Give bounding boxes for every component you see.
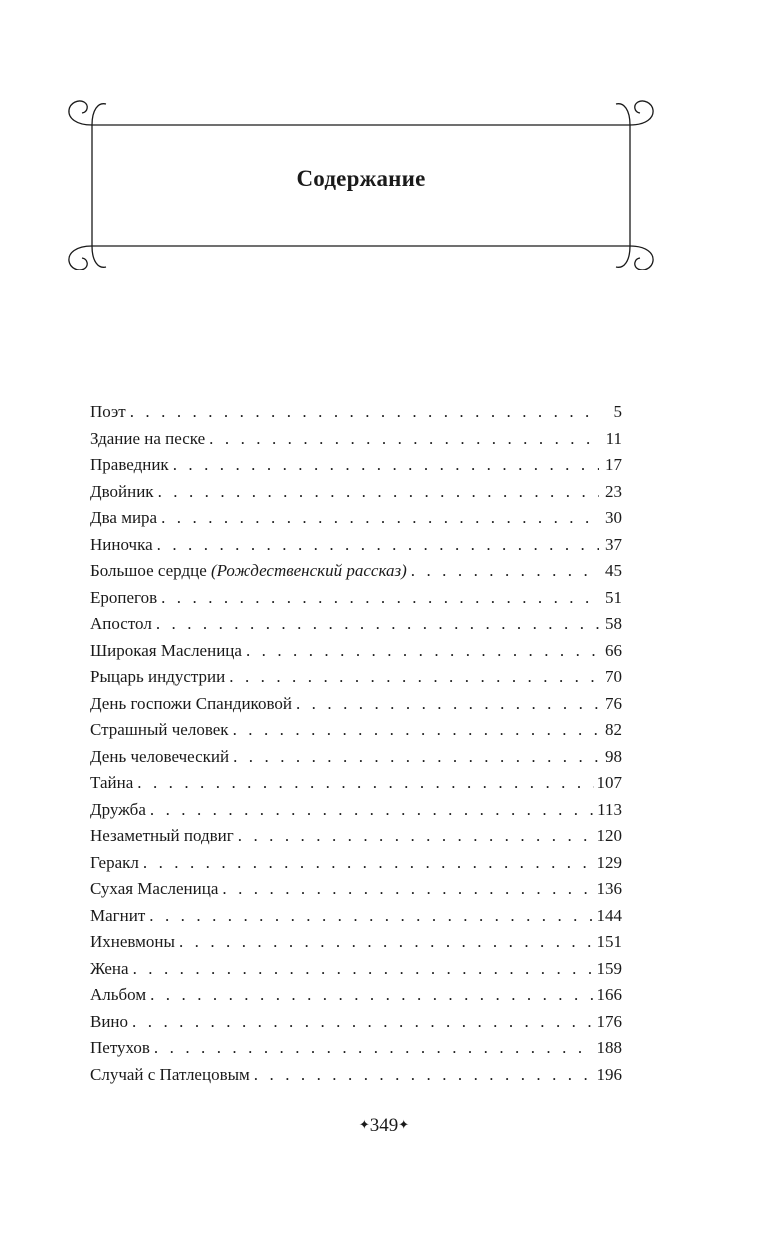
toc-dot-leader (130, 399, 599, 426)
toc-entry-title (90, 903, 145, 930)
toc-entry-title (90, 850, 139, 877)
toc-entry-title (90, 611, 152, 638)
toc-dot-leader (157, 532, 599, 559)
toc-entry-title-text: Ниночка (90, 534, 153, 554)
page-number-footer (0, 1115, 768, 1137)
toc-dot-leader (133, 956, 594, 983)
table-of-contents (90, 399, 622, 1088)
toc-entry-page: 98 (605, 746, 622, 766)
toc-entry-title (90, 956, 129, 983)
toc-entry-title (90, 426, 205, 453)
toc-entry-title (90, 982, 146, 1009)
toc-entry-title (90, 1035, 150, 1062)
toc-dot-leader (233, 744, 599, 771)
toc-entry-title-text: Еропегов (90, 587, 158, 607)
toc-entry-title-text: Дружба (90, 799, 146, 819)
toc-entry-page: 51 (605, 587, 622, 607)
toc-entry-title-text: День человеческий (90, 746, 230, 766)
toc-entry (90, 744, 622, 771)
toc-entry-page: 23 (605, 481, 622, 501)
toc-entry (90, 611, 622, 638)
toc-entry-title (90, 1062, 250, 1089)
toc-entry-page: 196 (596, 1064, 622, 1084)
toc-entry (90, 664, 622, 691)
toc-entry (90, 1062, 622, 1089)
toc-entry (90, 638, 622, 665)
toc-dot-leader (411, 558, 599, 585)
toc-entry-title (90, 744, 229, 771)
toc-entry-title-text: Сухая Масленица (90, 879, 219, 898)
toc-entry-title (90, 691, 292, 718)
toc-entry-title-text: Поэт (90, 402, 126, 421)
toc-dot-leader (246, 638, 599, 665)
toc-entry (90, 770, 622, 797)
toc-entry-title-text: Здание на песке (90, 428, 206, 448)
toc-entry (90, 1035, 622, 1062)
toc-entry-title-text: Петухов (90, 1038, 150, 1057)
page-number: 349 (369, 1115, 399, 1136)
toc-dot-leader (296, 691, 599, 718)
toc-entry (90, 399, 622, 426)
toc-entry-title-text: Широкая Масленица (90, 640, 242, 660)
page-title: Содержание (296, 166, 426, 191)
toc-entry-title-text: Альбом (90, 985, 147, 1004)
toc-dot-leader (161, 505, 599, 532)
toc-entry-title (90, 532, 153, 559)
toc-entry-title-text: Незаметный подвиг (90, 826, 234, 845)
toc-dot-leader (161, 585, 599, 612)
toc-entry-title (90, 452, 169, 479)
toc-entry-page: 188 (596, 1038, 622, 1057)
toc-dot-leader (173, 452, 599, 479)
toc-entry (90, 505, 622, 532)
toc-entry-page: 58 (605, 614, 622, 633)
toc-entry-title (90, 823, 234, 850)
toc-entry-page: 70 (605, 667, 622, 686)
heading-frame (66, 98, 656, 270)
toc-entry-title-text: Два мира (90, 508, 158, 527)
toc-dot-leader (158, 479, 599, 506)
toc-dot-leader (179, 929, 594, 956)
toc-entry (90, 1009, 622, 1036)
toc-entry-page: 159 (596, 958, 622, 978)
toc-entry-page: 17 (605, 455, 622, 474)
toc-entry-title (90, 399, 126, 426)
toc-entry-title-text: Случай с Патлецовым (90, 1064, 250, 1084)
toc-entry-page: 151 (596, 932, 622, 951)
toc-entry (90, 823, 622, 850)
toc-entry-title-text: Магнит (90, 905, 146, 925)
toc-dot-leader (209, 426, 599, 453)
toc-entry-title (90, 585, 157, 612)
toc-entry-page: 11 (605, 428, 622, 448)
toc-entry-title-text: Ихневмоны (90, 932, 175, 951)
toc-entry-title-text: Жена (90, 958, 129, 978)
toc-entry-title (90, 770, 133, 797)
toc-entry (90, 532, 622, 559)
toc-entry-title (90, 664, 225, 691)
toc-entry-page: 82 (605, 720, 622, 739)
toc-entry-page: 37 (605, 534, 622, 554)
toc-entry-page: 176 (596, 1011, 622, 1031)
toc-dot-leader (233, 717, 599, 744)
toc-entry-title-text: Тайна (90, 773, 134, 792)
toc-entry-page: 166 (596, 985, 622, 1004)
toc-entry-title (90, 717, 229, 744)
four-point-star-icon: ✦ (398, 1117, 410, 1132)
toc-entry-title (90, 638, 242, 665)
toc-entry (90, 717, 622, 744)
toc-dot-leader (254, 1062, 594, 1089)
toc-entry (90, 585, 622, 612)
toc-entry-page: 30 (605, 508, 622, 527)
toc-entry-page: 144 (596, 905, 622, 925)
toc-dot-leader (132, 1009, 593, 1036)
toc-entry-title-text: Апостол (90, 614, 152, 633)
toc-entry-title-text: День госпожи Спандиковой (90, 693, 292, 713)
toc-entry-title (90, 558, 407, 585)
toc-entry (90, 479, 622, 506)
toc-entry-title-text: Рыцарь индустрии (90, 667, 226, 686)
toc-entry-title-text: Страшный человек (90, 720, 229, 739)
toc-dot-leader (238, 823, 594, 850)
toc-entry-page: 5 (613, 402, 622, 421)
toc-entry (90, 797, 622, 824)
toc-entry (90, 929, 622, 956)
toc-dot-leader (150, 797, 594, 824)
toc-entry-subtitle: (Рождественский рассказ) (210, 561, 407, 580)
toc-entry (90, 452, 622, 479)
toc-entry-title (90, 505, 157, 532)
toc-entry-page: 66 (605, 640, 622, 660)
toc-entry (90, 956, 622, 983)
toc-entry-title (90, 479, 154, 506)
toc-dot-leader (222, 876, 593, 903)
toc-entry (90, 691, 622, 718)
toc-entry-page: 136 (596, 879, 622, 898)
toc-entry (90, 850, 622, 877)
toc-entry-title-text: Двойник (90, 481, 154, 501)
toc-entry-page: 76 (605, 693, 622, 713)
toc-entry-title (90, 1009, 128, 1036)
toc-entry (90, 558, 622, 585)
toc-entry-page: 120 (596, 826, 622, 845)
toc-dot-leader (143, 850, 594, 877)
toc-entry-title-text: Большое сердце (90, 561, 207, 580)
toc-entry-page: 129 (596, 852, 622, 872)
toc-dot-leader (137, 770, 593, 797)
toc-entry (90, 876, 622, 903)
toc-dot-leader (156, 611, 599, 638)
toc-entry-title-text: Вино (90, 1011, 129, 1031)
toc-dot-leader (154, 1035, 594, 1062)
toc-entry-page: 107 (596, 773, 622, 792)
toc-entry-page: 45 (605, 561, 622, 580)
toc-entry (90, 426, 622, 453)
toc-entry-title (90, 797, 146, 824)
four-point-star-icon: ✦ (358, 1117, 370, 1132)
toc-dot-leader (149, 903, 593, 930)
toc-entry-title (90, 876, 218, 903)
toc-entry (90, 903, 622, 930)
toc-dot-leader (229, 664, 599, 691)
toc-entry-title-text: Геракл (90, 852, 139, 872)
toc-entry (90, 982, 622, 1009)
toc-entry-title-text: Праведник (90, 455, 169, 474)
toc-entry-page: 113 (597, 799, 622, 819)
toc-entry-title (90, 929, 175, 956)
toc-dot-leader (150, 982, 593, 1009)
